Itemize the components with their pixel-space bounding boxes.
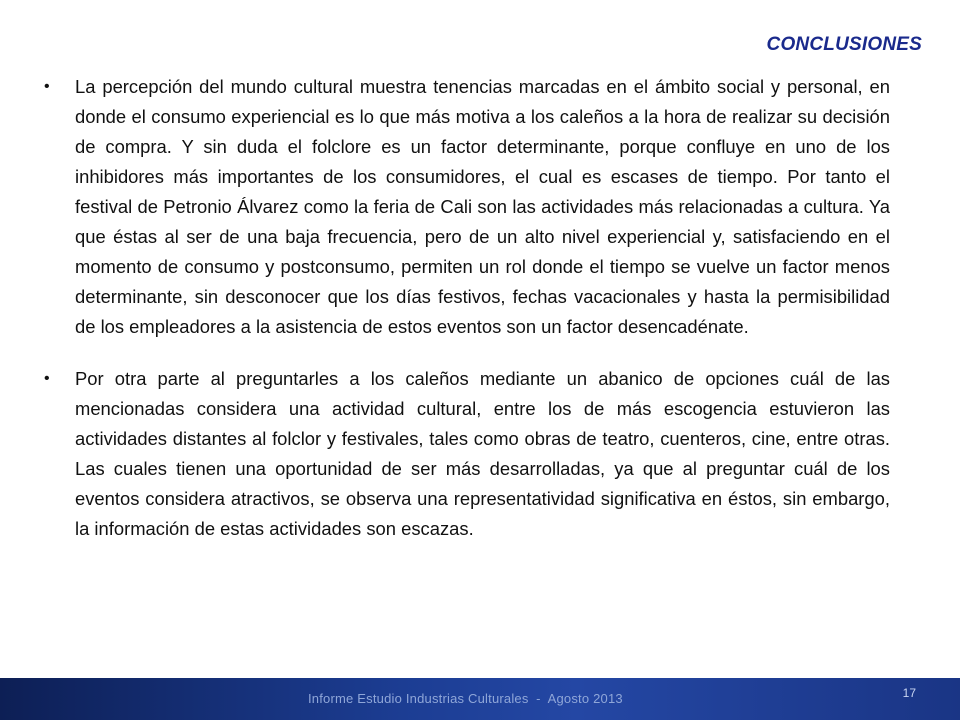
page-number: 17: [902, 686, 916, 700]
footer-bar: [0, 678, 960, 720]
bullet-item-perception: [44, 72, 890, 342]
footer-report-title: Informe Estudio Industrias Culturales - Agosto 2013: [308, 691, 623, 706]
bullet-list: [44, 72, 890, 544]
slide-title: CONCLUSIONES: [766, 34, 922, 55]
bullet-text: Por otra parte al preguntarles a los caleños mediante un abanico de opciones cuál de las mencionadas considera una actividad cultural, entre los de más escogencia estuvieron las actividades distantes al folclor y festivales, tales como obras de teatro, cuenteros, cine, entre otras. Las cuales tienen una oportunidad de ser más desarrolladas, ya que al preguntar cuál de los eventos considera atractivos, se observa una representatividad significativa en éstos, sin embargo, la información de estas actividades son escazas.: [75, 368, 890, 539]
bullet-marker: •: [44, 78, 50, 95]
bullet-text: La percepción del mundo cultural muestra tenencias marcadas en el ámbito social y personal, en donde el consumo experiencial es lo que más motiva a los caleños a la hora de realizar su decisión de compra. Y sin duda el folclore es un factor determinante, porque confluye en uno de los inhibidores más importantes de los consumidores, el cual es escases de tiempo. Por tanto el festival de Petronio Álvarez como la feria de Cali son las actividades más relacionadas a cultura. Ya que éstas al ser de una baja frecuencia, pero de un alto nivel experiencial y, satisfaciendo en el momento de consumo y postconsumo, permiten un rol donde el tiempo se vuelve un factor menos determinante, sin desconocer que los días festivos, fechas vacacionales y hasta la permisibilidad de los empleadores a la asistencia de estos eventos son un factor desencadénate.: [75, 76, 890, 337]
bullet-marker: •: [44, 370, 50, 387]
bullet-item-options: [44, 364, 890, 544]
